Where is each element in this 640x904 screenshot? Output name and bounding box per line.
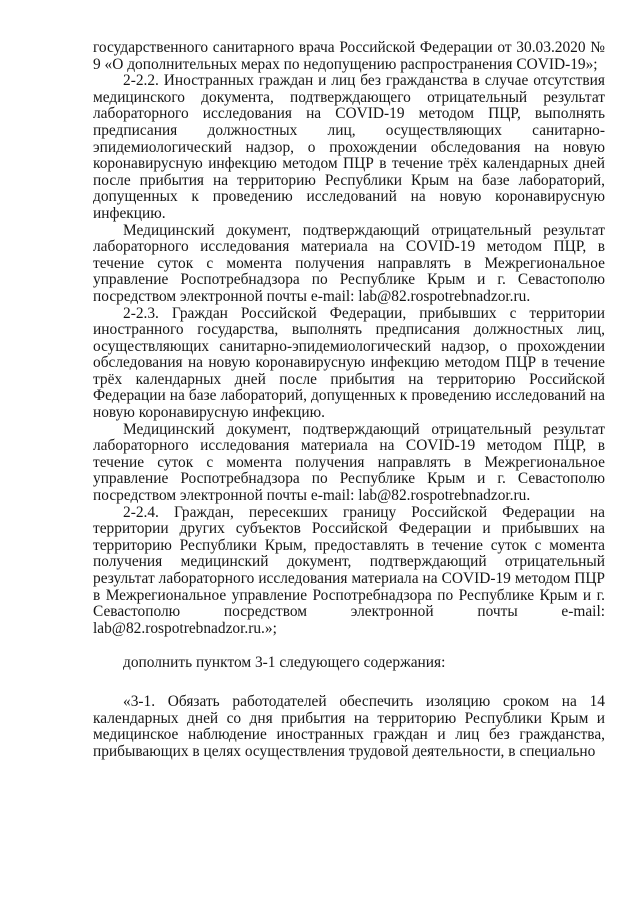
paragraph-2-2-2: 2-2.2. Иностранных граждан и лиц без гражданства в случае отсутствия медицинского документа, подтверждающего отрицательный результат лабораторного исследования на COVID-19 методом ПЦР, выполнять предписания должностных лиц, осуществляющих санитарно-эпидемиологический надзор, о прохождении обследования на новую коронавирусную инфекцию методом ПЦР в течение трёх календарных дней после прибытия на территорию Республики Крым на базе лабораторий, допущенных к проведению исследований на новую коронавирусную инфекцию. (93, 72, 605, 222)
paragraph-2-2-3: 2-2.3. Граждан Российской Федерации, прибывших с территории иностранного государства, выполнять предписания должностных лиц, осуществляющих санитарно-эпидемиологический надзор, о прохождении обследования на новую коронавирусную инфекцию методом ПЦР в течение трёх календарных дней после прибытия на территорию Российской Федерации на базе лабораторий, допущенных к проведению исследований на новую коронавирусную инфекцию. (93, 304, 605, 422)
paragraph-medical-document-1: Медицинский документ, подтверждающий отрицательный результат лабораторного исследования материала на COVID-19 методом ПЦР, в течение суток с момента получения направлять в Межрегиональное управление Роспотребнадзора по Республике Крым и г. Севастополю посредством электронной почты e-mail: lab@82.rospotrebnadzor.ru. (93, 221, 605, 305)
paragraph-3-1: «3-1. Обязать работодателей обеспечить изоляцию сроком на 14 календарных дней со дня прибытия на территорию Республики Крым и медицинское наблюдение иностранных граждан и лиц без гражданства, прибывающих в целях осуществления трудовой деятельности, в специально (93, 692, 605, 760)
paragraph-amendment-intro: дополнить пунктом 3-1 следующего содержания: (123, 654, 446, 672)
document-page (93, 40, 605, 760)
paragraph-continuation: государственного санитарного врача Российской Федерации от 30.03.2020 № 9 «О дополнительных мерах по недопущению распространения COVID-19»; (93, 39, 605, 73)
paragraph-2-2-4: 2-2.4. Граждан, пересекших границу Российской Федерации на территории других субъектов Российской Федерации и прибывших на территорию Республики Крым, предоставлять в течение суток с момента получения медицинский документ, подтверждающий отрицательный результат лабораторного исследования материала на COVID-19 методом ПЦР в Межрегиональное управление Роспотребнадзора по Республике Крым и г. Севастополю посредством электронной почты e-mail: lab@82.rospotrebnadzor.ru.»; (93, 503, 605, 637)
paragraph-medical-document-2: Медицинский документ, подтверждающий отрицательный результат лабораторного исследования материала на COVID-19 методом ПЦР, в течение суток с момента получения направлять в Межрегиональное управление Роспотребнадзора по Республике Крым и г. Севастополю посредством электронной почты e-mail: lab@82.rospotrebnadzor.ru. (93, 420, 605, 505)
